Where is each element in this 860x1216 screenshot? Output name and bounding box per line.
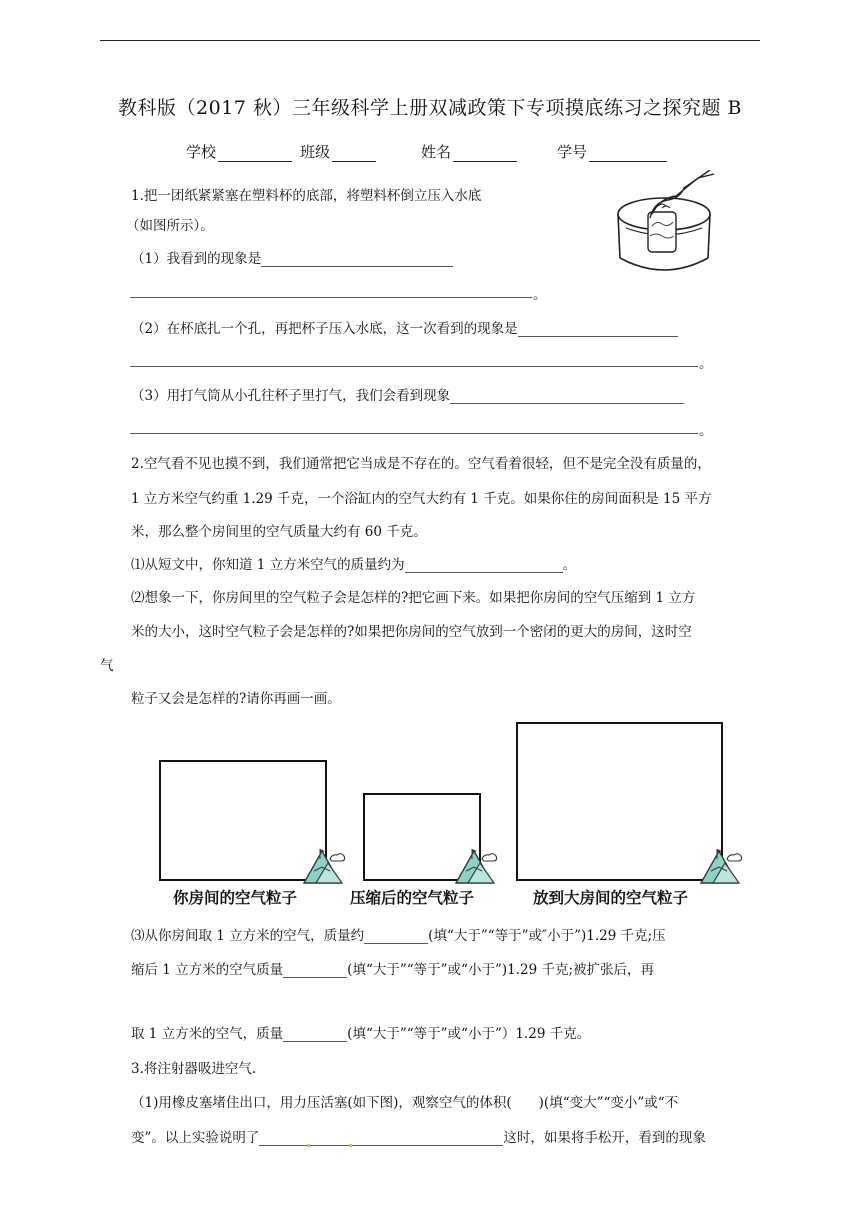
q1-part3-blank[interactable] [450, 389, 684, 404]
class-label: 班级 [300, 143, 331, 161]
q2-sub3-blank-2[interactable] [283, 963, 347, 978]
q1-part3-prompt [131, 384, 684, 404]
q2-sub3-line-2 [131, 958, 654, 978]
school-label: 学校 [186, 143, 217, 161]
q2-sub3-text-3b: (填“大于”“等于”或“小于”）1.29 千克。 [347, 1026, 591, 1042]
number-label: 学号 [557, 143, 588, 161]
q3-part1-text-2b: 这时，如果将手松开，看到的现象 [503, 1130, 706, 1146]
q3-part1-text-2a: 变”。以上实验说明了 [131, 1130, 260, 1146]
q2-sub3-blank-1[interactable] [364, 929, 428, 944]
q1-part1-period: 。 [533, 287, 547, 303]
mark-dot [349, 1144, 352, 1147]
q2-sub3-line-3 [131, 1022, 590, 1042]
q2-sub2-line-2: 米的大小，这时空气粒子会是怎样的?如果把你房间的空气放到一个密闭的更大的房间，这时空 [131, 624, 692, 640]
cup-in-water-illustration [614, 170, 718, 278]
q2-text-line-3: 米，那么整个房间里的空气质量大约有 60 千克。 [131, 524, 427, 540]
mark-dot [307, 1144, 310, 1147]
q1-part3-label: （3）用打气筒从小孔往杯子里打气，我们会看到现象 [131, 388, 451, 404]
q2-sub1-end: 。 [562, 557, 577, 573]
q2-sub1 [131, 553, 576, 573]
class-field [300, 141, 376, 162]
q1-part2-prompt [131, 317, 678, 337]
q1-intro-line-2: （如图所示）。 [126, 218, 214, 234]
caption-your-room: 你房间的空气粒子 [173, 889, 298, 907]
q2-sub2-line-1: ⑵想象一下，你房间里的空气粒子会是怎样的?把它画下来。如果把你房间的空气压缩到 1 立方 [131, 590, 696, 606]
q2-sub3-blank-3[interactable] [283, 1027, 347, 1042]
q2-sub1-blank[interactable] [405, 558, 563, 573]
name-blank[interactable] [453, 145, 517, 162]
class-blank[interactable] [332, 145, 376, 162]
q1-part3-answer-line[interactable] [130, 433, 698, 434]
q1-part1-label: （1）我看到的现象是 [131, 251, 262, 267]
q2-sub1-label: ⑴从短文中，你知道 1 立方米空气的质量约为 [131, 557, 405, 573]
q1-part3-period: 。 [699, 423, 713, 439]
q2-sub3-text-2b: (填“大于”“等于”或“小于”)1.29 千克;被扩张后，再 [347, 962, 655, 978]
q2-sub3-text-2a: 缩后 1 立方米的空气质量 [131, 962, 284, 978]
top-rule [100, 40, 760, 41]
q2-sub2-line-4: 粒子又会是怎样的?请你再画一画。 [131, 691, 341, 707]
name-field [421, 141, 517, 162]
q3-part1-line-2 [131, 1126, 706, 1146]
q1-part1-blank[interactable] [261, 252, 453, 267]
name-label: 姓名 [421, 143, 452, 161]
q1-part2-answer-line[interactable] [130, 366, 698, 367]
q1-part1-answer-line[interactable] [130, 297, 532, 298]
mountain-icon [697, 843, 743, 887]
q2-sub3-line-1 [131, 924, 666, 944]
q1-intro-line-1: 1.把一团纸紧紧塞在塑料杯的底部，将塑料杯倒立压入水底 [131, 188, 482, 204]
q2-sub3-text-3a: 取 1 立方米的空气，质量 [131, 1026, 284, 1042]
number-field [557, 141, 667, 162]
q2-text-line-2: 1 立方米空气约重 1.29 千克，一个浴缸内的空气大约有 1 千克。如果你住的房间面积是 15 平方 [131, 491, 712, 507]
drawing-box-large-room[interactable] [516, 722, 723, 881]
q1-part2-label: （2）在杯底扎一个孔，再把杯子压入水底，这一次看到的现象是 [131, 321, 518, 337]
q2-sub3-text-1b: (填“大于”“等于”或″小于”)1.29 千克;压 [428, 928, 666, 944]
q2-sub3-text-1a: ⑶从你房间取 1 立方米的空气，质量约 [131, 928, 365, 944]
q3-part1-blank[interactable] [259, 1131, 503, 1146]
q3-title: 3.将注射器吸进空气. [131, 1061, 257, 1077]
school-field [186, 141, 292, 162]
caption-compressed: 压缩后的空气粒子 [350, 889, 475, 907]
number-blank[interactable] [589, 145, 667, 162]
caption-large-room: 放到大房间的空气粒子 [533, 889, 689, 907]
q1-part2-blank[interactable] [518, 322, 678, 337]
page-title: 教科版（2017 秋）三年级科学上册双减政策下专项摸底练习之探究题 B [118, 97, 742, 119]
school-blank[interactable] [218, 145, 292, 162]
q2-sub2-line-3: 气 [100, 658, 114, 674]
q2-text-line-1: 2.空气看不见也摸不到，我们通常把它当成是不存在的。空气看着很轻，但不是完全没有质量的， [131, 456, 711, 472]
mountain-icon [300, 843, 346, 887]
q3-part1-line-1: （1)用橡皮塞堵住出口，用力压活塞(如下图)，观察空气的体积( )(填“变大”“变小”或“不 [131, 1095, 679, 1111]
q1-part1-prompt [131, 247, 453, 267]
mountain-icon [452, 843, 498, 887]
q1-part2-period: 。 [699, 356, 713, 372]
